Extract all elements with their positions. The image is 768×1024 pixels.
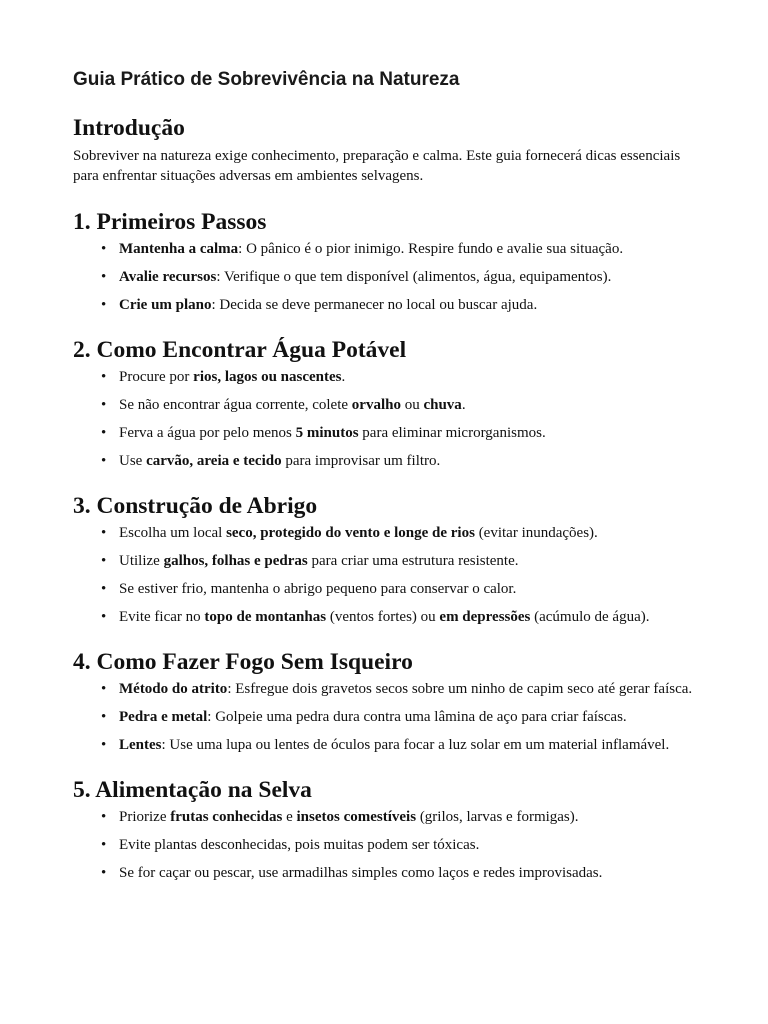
- item-text: Se for caçar ou pescar, use armadilhas simples como laços e redes improvisadas.: [119, 865, 603, 881]
- item-text: (ventos fortes) ou: [326, 609, 440, 625]
- section-heading: 4. Como Fazer Fogo Sem Isqueiro: [73, 649, 413, 675]
- section-heading: 2. Como Encontrar Água Potável: [73, 337, 407, 363]
- section-heading: 3. Construção de Abrigo: [73, 493, 318, 519]
- item-text: : Golpeie uma pedra dura contra uma lâmina de aço para criar faíscas.: [207, 709, 627, 725]
- item-text: Se não encontrar água corrente, colete: [119, 397, 352, 413]
- bold-text: insetos comestíveis: [296, 809, 417, 825]
- item-text: : Decida se deve permanecer no local ou buscar ajuda.: [211, 297, 538, 313]
- list-item: [119, 368, 695, 386]
- list-item: [119, 552, 695, 570]
- list-item: [119, 680, 695, 698]
- bold-text: Crie um plano: [119, 297, 212, 313]
- section-list: [73, 368, 695, 470]
- item-text: (acúmulo de água).: [530, 609, 650, 625]
- bold-text: orvalho: [351, 397, 401, 413]
- section-heading: 5. Alimentação na Selva: [73, 777, 312, 803]
- section-list: [73, 680, 695, 754]
- item-text: : Use uma lupa ou lentes de óculos para focar a luz solar em um material inflamável.: [161, 737, 670, 753]
- intro-paragraph: Sobreviver na natureza exige conhecimento, preparação e calma. Este guia fornecerá dicas essenciais para enfrentar situações adversas em ambientes selvagens.: [73, 148, 681, 184]
- item-text: para criar uma estrutura resistente.: [307, 553, 519, 569]
- bold-text: topo de montanhas: [204, 609, 327, 625]
- document-title: Guia Prático de Sobrevivência na Natureza: [73, 69, 460, 90]
- list-item: [119, 452, 695, 470]
- item-text: (grilos, larvas e formigas).: [416, 809, 579, 825]
- list-item: [119, 808, 695, 826]
- item-text: .: [341, 369, 346, 385]
- item-text: Utilize: [119, 553, 164, 569]
- item-text: para improvisar um filtro.: [281, 453, 441, 469]
- sections-container: [73, 208, 695, 882]
- list-item: [119, 240, 695, 258]
- bold-text: rios, lagos ou nascentes: [193, 369, 342, 385]
- bold-text: Mantenha a calma: [119, 241, 239, 257]
- bold-text: em depressões: [439, 609, 531, 625]
- list-item: [119, 708, 695, 726]
- bold-text: carvão, areia e tecido: [146, 453, 282, 469]
- bold-text: seco, protegido do vento e longe de rios: [226, 525, 475, 541]
- list-item: [119, 836, 695, 854]
- item-text: : Verifique o que tem disponível (alimentos, água, equipamentos).: [216, 269, 612, 285]
- section-heading: 1. Primeiros Passos: [73, 209, 267, 235]
- item-text: Procure por: [119, 369, 194, 385]
- item-text: Escolha um local: [119, 525, 227, 541]
- list-item: [119, 608, 695, 626]
- item-text: : Esfregue dois gravetos secos sobre um ninho de capim seco até gerar faísca.: [227, 681, 693, 697]
- bold-text: Lentes: [119, 737, 162, 753]
- list-item: [119, 296, 695, 314]
- section-list: [73, 524, 695, 626]
- intro-heading: Introdução: [73, 115, 185, 141]
- list-item: [119, 396, 695, 414]
- item-text: : O pânico é o pior inimigo. Respire fundo e avalie sua situação.: [238, 241, 624, 257]
- bold-text: Método do atrito: [119, 681, 228, 697]
- item-text: Ferva a água por pelo menos: [119, 425, 296, 441]
- bold-text: frutas conhecidas: [170, 809, 283, 825]
- bold-text: 5 minutos: [295, 425, 359, 441]
- item-text: para eliminar microrganismos.: [358, 425, 546, 441]
- item-text: Priorize: [119, 809, 171, 825]
- list-item: [119, 268, 695, 286]
- section-list: [73, 240, 695, 314]
- bold-text: Avalie recursos: [119, 269, 217, 285]
- item-text: Evite ficar no: [119, 609, 205, 625]
- item-text: Evite plantas desconhecidas, pois muitas podem ser tóxicas.: [119, 837, 480, 853]
- bold-text: chuva: [423, 397, 462, 413]
- item-text: Use: [119, 453, 147, 469]
- list-item: [119, 580, 695, 598]
- list-item: [119, 736, 695, 754]
- item-text: (evitar inundações).: [474, 525, 598, 541]
- list-item: [119, 424, 695, 442]
- item-text: e: [282, 809, 297, 825]
- bold-text: galhos, folhas e pedras: [163, 553, 308, 569]
- item-text: ou: [400, 397, 424, 413]
- item-text: .: [461, 397, 466, 413]
- bold-text: Pedra e metal: [119, 709, 208, 725]
- list-item: [119, 524, 695, 542]
- section-list: [73, 808, 695, 882]
- list-item: [119, 864, 695, 882]
- item-text: Se estiver frio, mantenha o abrigo pequeno para conservar o calor.: [119, 581, 517, 597]
